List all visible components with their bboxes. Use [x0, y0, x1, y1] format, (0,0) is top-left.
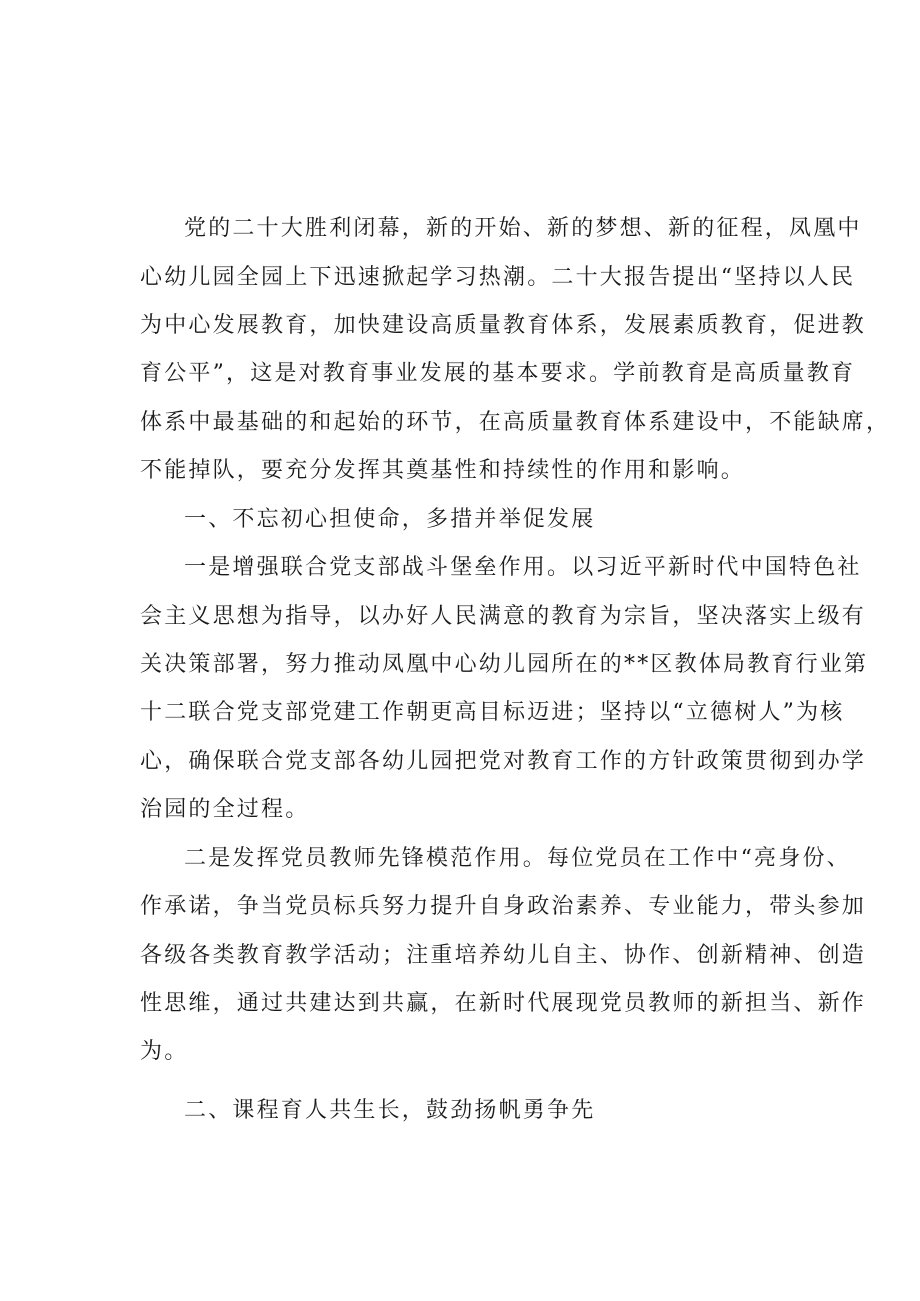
intro-line-6: 不能掉队，要充分发挥其奠基性和持续性的作用和影响。 [140, 458, 746, 483]
point-1-line-2: 会主义思想为指导，以办好人民满意的教育为宗旨，坚决落实上级有 [140, 604, 867, 629]
point-2-line-5: 为。 [140, 1039, 189, 1064]
point-2-line-1: 二是发挥党员教师先锋模范作用。每位党员在工作中“亮身份、 [184, 846, 851, 871]
point-1-line-5: 心，确保联合党支部各幼儿园把党对教育工作的方针政策贯彻到办学 [140, 749, 867, 774]
point-1-line-4: 十二联合党支部党建工作朝更高目标迈进；坚持以“立德树人”为核 [140, 700, 845, 725]
point-2-line-2: 作承诺，争当党员标兵努力提升自身政治素养、专业能力，带头参加 [140, 894, 867, 919]
point-1-line-1: 一是增强联合党支部战斗堡垒作用。以习近平新时代中国特色社 [184, 555, 862, 580]
intro-line-2: 心幼儿园全园上下迅速掀起学习热潮。二十大报告提出“坚持以人民 [140, 265, 856, 290]
point-1-line-3: 关决策部署，努力推动凤凰中心幼儿园所在的**区教体局教育行业第 [140, 652, 869, 677]
section-heading-2: 二、课程育人共生长，鼓劲扬帆勇争先 [184, 1098, 596, 1123]
point-1-line-6: 治园的全过程。 [140, 797, 310, 822]
intro-line-3: 为中心发展教育，加快建设高质量教育体系，发展素质教育，促进教 [140, 313, 867, 338]
intro-line-5: 体系中最基础的和起始的环节，在高质量教育体系建设中，不能缺席， [140, 410, 891, 435]
intro-line-1: 党的二十大胜利闭幕，新的开始、新的梦想、新的征程，凤凰中 [184, 216, 862, 241]
point-2-line-3: 各级各类教育教学活动；注重培养幼儿自主、协作、创新精神、创造 [140, 943, 867, 968]
intro-line-4: 育公平”，这是对教育事业发展的基本要求。学前教育是高质量教育 [140, 361, 856, 386]
point-2-line-4: 性思维，通过共建达到共赢，在新时代展现党员教师的新担当、新作 [140, 991, 867, 1016]
section-heading-1: 一、不忘初心担使命，多措并举促发展 [184, 507, 596, 532]
